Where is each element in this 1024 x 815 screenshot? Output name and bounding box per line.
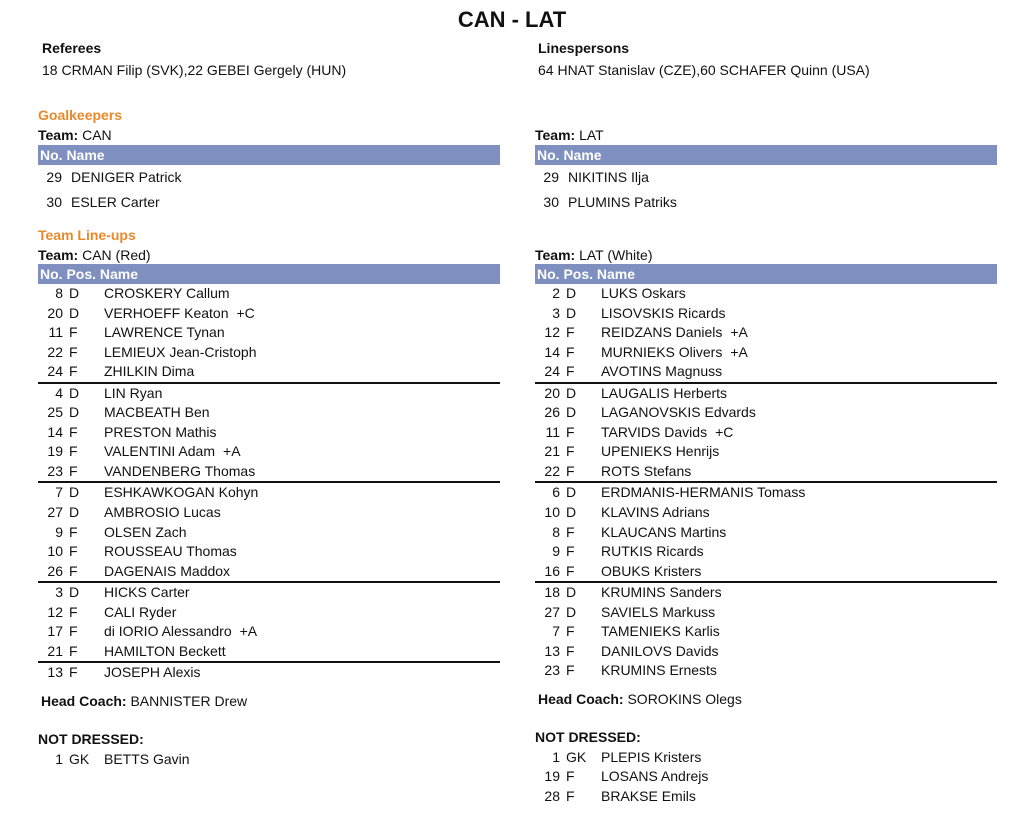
player-name-cell — [104, 663, 200, 683]
player-name: VANDENBERG Thomas — [104, 462, 256, 479]
player-name: di IORIO Alessandro — [104, 623, 232, 640]
player-number: 27 — [544, 603, 560, 620]
away-goalkeepers-section — [535, 126, 997, 215]
player-row — [38, 523, 500, 543]
player-number: 10 — [47, 543, 63, 560]
player-number: 14 — [544, 343, 560, 360]
player-number: 6 — [552, 484, 560, 501]
player-number: 21 — [47, 642, 63, 659]
linespersons-label: Linespersons — [538, 40, 630, 56]
player-position: F — [69, 462, 78, 479]
player-number: 26 — [47, 562, 63, 579]
player-number: 1 — [552, 748, 560, 765]
player-name-cell — [104, 323, 225, 343]
player-name-cell — [104, 423, 217, 443]
player-number: 26 — [544, 404, 560, 421]
player-position: F — [566, 443, 575, 460]
player-row — [38, 562, 500, 582]
player-name-cell — [104, 384, 162, 404]
player-name: MURNIEKS Olivers — [601, 343, 723, 360]
player-number: 3 — [552, 304, 560, 321]
player-position: D — [69, 304, 80, 321]
player-name: LEMIEUX Jean-Cristoph — [104, 343, 257, 360]
player-position: D — [69, 584, 80, 601]
player-position: D — [566, 484, 577, 501]
player-name-cell — [601, 384, 727, 404]
player-row — [38, 542, 500, 562]
player-position: D — [566, 504, 577, 521]
gk-row — [38, 165, 500, 190]
captain-badge: +A — [239, 623, 258, 640]
home-lineup-header: No. Pos. Name — [38, 264, 500, 284]
player-name: ERDMANIS-HERMANIS Tomass — [601, 484, 806, 501]
away-not-dressed-label: NOT DRESSED: — [535, 728, 641, 745]
player-number: 11 — [48, 324, 63, 341]
player-name: ESHKAWKOGAN Kohyn — [104, 484, 259, 501]
referees-list: 18 CRMAN Filip (SVK),22 GEBEI Gergely (HUN) — [42, 62, 347, 78]
player-name-cell — [104, 603, 176, 623]
player-number: 11 — [545, 423, 560, 440]
player-name-cell — [601, 462, 691, 482]
player-number: 16 — [544, 562, 560, 579]
player-name: OLSEN Zach — [104, 523, 187, 540]
player-number: 12 — [47, 603, 63, 620]
player-position: F — [566, 423, 575, 440]
player-number: 22 — [544, 462, 560, 479]
player-name: KRUMINS Sanders — [601, 584, 722, 601]
player-name-cell — [104, 642, 226, 662]
player-name-cell — [104, 362, 194, 382]
player-name: JOSEPH Alexis — [104, 664, 201, 681]
away-team-color: LAT (White) — [579, 247, 653, 263]
player-row — [535, 603, 997, 623]
player-row — [38, 462, 500, 482]
player-name-cell — [601, 642, 718, 662]
player-number: 9 — [55, 523, 63, 540]
player-position: D — [69, 504, 80, 521]
player-position: F — [69, 443, 78, 460]
player-row — [535, 661, 997, 681]
player-number: 23 — [47, 462, 63, 479]
player-name-cell — [104, 483, 258, 503]
player-name: LAGANOVSKIS Edvards — [601, 404, 756, 421]
player-number: 18 — [544, 584, 560, 601]
player-position: F — [566, 543, 575, 560]
player-name-cell — [601, 661, 717, 681]
player-row — [535, 483, 997, 503]
player-name: ROTS Stefans — [601, 462, 692, 479]
player-name-cell — [104, 542, 237, 562]
player-position: F — [69, 543, 78, 560]
player-number: 20 — [544, 384, 560, 401]
player-name: HAMILTON Beckett — [104, 642, 226, 659]
player-name: HICKS Carter — [104, 584, 190, 601]
player-number: 2 — [552, 285, 560, 301]
player-row — [535, 583, 997, 603]
player-row — [38, 403, 500, 423]
player-name-cell — [601, 284, 686, 304]
player-name-cell — [601, 423, 733, 443]
player-number: 22 — [47, 343, 63, 360]
player-row — [535, 462, 997, 482]
player-number: 9 — [552, 543, 560, 560]
away-lineup-team — [535, 246, 997, 264]
player-name: KLAVINS Adrians — [601, 504, 710, 521]
player-number: 24 — [47, 363, 63, 380]
head-coach-label: Head Coach: — [41, 692, 127, 709]
player-name-cell — [601, 542, 704, 562]
player-number: 17 — [47, 623, 63, 640]
captain-badge: +A — [730, 343, 748, 360]
player-number: 27 — [47, 504, 63, 521]
home-lineup-team — [38, 246, 500, 264]
player-row — [38, 663, 500, 683]
player-row — [38, 642, 500, 662]
player-name: LAUGALIS Herberts — [601, 384, 728, 401]
not-dressed-row — [535, 748, 997, 768]
lineups-heading: Team Line-ups — [38, 227, 136, 243]
away-gk-list — [535, 165, 997, 215]
player-row — [38, 423, 500, 443]
not-dressed-row — [535, 787, 997, 807]
player-row — [38, 362, 500, 382]
gk-name: NIKITINS Ilja — [568, 169, 649, 185]
player-row — [38, 284, 500, 304]
player-position: F — [69, 324, 78, 341]
player-position: D — [566, 304, 577, 321]
away-not-dressed-list — [535, 748, 997, 807]
player-name: VALENTINI Adam — [104, 443, 216, 460]
player-row — [38, 323, 500, 343]
player-name-cell — [601, 483, 805, 503]
player-position: D — [69, 384, 80, 401]
player-row — [535, 442, 997, 462]
player-number: 10 — [544, 504, 560, 521]
player-row — [535, 542, 997, 562]
player-name: CALI Ryder — [104, 603, 177, 620]
referees-label: Referees — [42, 40, 102, 56]
player-position: F — [566, 343, 575, 360]
captain-badge: +A — [223, 443, 241, 460]
player-name: TAMENIEKS Karlis — [601, 623, 720, 640]
player-position: F — [566, 523, 575, 540]
player-number: 19 — [47, 443, 63, 460]
player-number: 12 — [544, 324, 560, 341]
player-name: TARVIDS Davids — [601, 423, 708, 440]
gk-row — [535, 190, 997, 215]
player-name-cell — [601, 622, 720, 642]
player-name: DANILOVS Davids — [601, 642, 719, 659]
home-head-coach-name: BANNISTER Drew — [130, 692, 248, 709]
player-name-cell — [601, 523, 726, 543]
gk-row — [38, 190, 500, 215]
player-row — [535, 304, 997, 324]
player-position: F — [566, 363, 575, 380]
player-name-cell — [601, 503, 710, 523]
player-name: ZHILKIN Dima — [104, 363, 195, 380]
home-goalkeepers-section — [38, 126, 500, 215]
player-name-cell — [104, 442, 241, 462]
player-position: F — [566, 623, 575, 640]
player-name: REIDZANS Daniels — [601, 324, 723, 341]
player-position: F — [69, 343, 78, 360]
player-name: LISOVSKIS Ricards — [601, 304, 726, 321]
player-name-cell — [601, 442, 719, 462]
player-name: UPENIEKS Henrijs — [601, 443, 720, 460]
player-name-cell — [104, 284, 230, 304]
player-row — [38, 483, 500, 503]
player-name: AVOTINS Magnuss — [601, 363, 723, 380]
player-name: DAGENAIS Maddox — [104, 562, 231, 579]
player-name-cell — [601, 403, 756, 423]
player-number: 13 — [47, 664, 63, 681]
player-name: BETTS Gavin — [104, 750, 190, 767]
home-gk-header: No. Name — [38, 145, 500, 165]
player-name-cell — [104, 403, 210, 423]
player-position: GK — [566, 748, 587, 765]
player-number: 28 — [544, 787, 560, 804]
player-name-cell — [104, 562, 230, 582]
player-name: OBUKS Kristers — [601, 562, 702, 579]
away-head-coach — [535, 689, 997, 709]
player-position: D — [69, 404, 80, 421]
home-gk-list — [38, 165, 500, 215]
gk-number: 29 — [46, 169, 62, 185]
player-position: F — [69, 523, 78, 540]
player-name: LIN Ryan — [104, 384, 163, 401]
player-name-cell — [601, 603, 715, 623]
player-name: LUKS Oskars — [601, 285, 686, 301]
player-row — [535, 622, 997, 642]
player-position: F — [566, 662, 575, 679]
home-gk-team — [38, 126, 500, 145]
away-team-code: LAT — [579, 127, 604, 143]
player-name-cell — [601, 362, 722, 382]
player-number: 8 — [55, 285, 63, 301]
player-row — [535, 284, 997, 304]
player-position: F — [69, 363, 78, 380]
player-name: PLEPIS Kristers — [601, 748, 702, 765]
player-name-cell — [104, 622, 257, 642]
player-row — [38, 304, 500, 324]
player-position: D — [69, 484, 80, 501]
away-lines — [535, 284, 997, 681]
player-name: PRESTON Mathis — [104, 423, 217, 440]
player-number: 20 — [47, 304, 63, 321]
player-name-cell — [601, 583, 722, 603]
player-name: CROSKERY Callum — [104, 285, 230, 301]
player-position: F — [566, 768, 575, 785]
player-row — [535, 503, 997, 523]
player-name-cell — [104, 343, 257, 363]
player-position: F — [69, 603, 78, 620]
player-row — [535, 642, 997, 662]
player-number: 21 — [544, 443, 560, 460]
team-label: Team: — [535, 247, 576, 263]
player-name-cell — [601, 562, 701, 582]
gk-number: 29 — [543, 169, 559, 185]
player-row — [535, 403, 997, 423]
team-label: Team: — [38, 247, 79, 263]
home-not-dressed-list — [38, 750, 500, 770]
player-name: KLAUCANS Martins — [601, 523, 727, 540]
home-head-coach — [38, 691, 500, 711]
player-name-cell — [104, 304, 255, 324]
goalkeepers-heading: Goalkeepers — [38, 107, 123, 123]
player-position: D — [566, 603, 577, 620]
captain-badge: +C — [236, 304, 255, 321]
player-number: 7 — [55, 484, 63, 501]
player-name: KRUMINS Ernests — [601, 662, 717, 679]
home-team-code: CAN — [82, 127, 112, 143]
player-position: F — [566, 562, 575, 579]
linespersons-list: 64 HNAT Stanislav (CZE),60 SCHAFER Quinn (USA) — [538, 62, 870, 78]
player-number: 3 — [55, 584, 63, 601]
player-number: 19 — [544, 768, 560, 785]
player-name-cell — [104, 583, 190, 603]
player-number: 8 — [552, 523, 560, 540]
player-position: D — [566, 285, 577, 301]
player-position: GK — [69, 750, 90, 767]
player-name: RUTKIS Ricards — [601, 543, 704, 560]
head-coach-label: Head Coach: — [538, 690, 624, 707]
away-lineup-section — [535, 246, 997, 806]
player-position: F — [69, 642, 78, 659]
gk-name: ESLER Carter — [71, 194, 160, 210]
player-number: 4 — [55, 384, 63, 401]
away-gk-team — [535, 126, 997, 145]
not-dressed-row — [535, 767, 997, 787]
player-name: SAVIELS Markuss — [601, 603, 716, 620]
home-lineup-section — [38, 246, 500, 769]
player-number: 23 — [544, 662, 560, 679]
player-name: VERHOEFF Keaton — [104, 304, 229, 321]
player-position: F — [69, 562, 78, 579]
player-name: ROUSSEAU Thomas — [104, 543, 237, 560]
player-position: D — [69, 285, 80, 301]
team-label: Team: — [535, 127, 576, 143]
gk-number: 30 — [46, 194, 62, 210]
captain-badge: +A — [730, 324, 748, 341]
player-position: F — [69, 664, 78, 681]
player-position: D — [566, 584, 577, 601]
player-row — [535, 523, 997, 543]
player-name-cell — [601, 304, 726, 324]
player-number: 13 — [544, 642, 560, 659]
player-name-cell — [601, 323, 748, 343]
player-position: F — [69, 423, 78, 440]
player-number: 7 — [552, 623, 560, 640]
player-row — [38, 503, 500, 523]
home-not-dressed-label: NOT DRESSED: — [38, 730, 144, 747]
player-name: MACBEATH Ben — [104, 404, 210, 421]
captain-badge: +C — [715, 423, 734, 440]
player-row — [535, 323, 997, 343]
player-row — [38, 583, 500, 603]
home-team-color: CAN (Red) — [82, 247, 151, 263]
player-position: F — [566, 324, 575, 341]
player-name-cell — [104, 462, 255, 482]
player-position: F — [566, 462, 575, 479]
gk-number: 30 — [543, 194, 559, 210]
player-name: BRAKSE Emils — [601, 787, 696, 804]
player-name-cell — [104, 503, 221, 523]
player-number: 25 — [47, 404, 63, 421]
player-number: 1 — [55, 750, 63, 767]
player-row — [38, 384, 500, 404]
player-row — [38, 343, 500, 363]
home-lines — [38, 284, 500, 683]
gk-row — [535, 165, 997, 190]
away-head-coach-name: SOROKINS Olegs — [627, 690, 742, 707]
player-row — [38, 622, 500, 642]
player-row — [535, 362, 997, 382]
player-position: F — [566, 787, 575, 804]
player-row — [535, 562, 997, 582]
player-row — [535, 343, 997, 363]
player-name: AMBROSIO Lucas — [104, 504, 221, 521]
player-position: F — [69, 623, 78, 640]
not-dressed-row — [38, 750, 500, 770]
gk-name: PLUMINS Patriks — [568, 194, 677, 210]
player-number: 24 — [544, 363, 560, 380]
player-number: 14 — [47, 423, 63, 440]
player-name-cell — [104, 523, 186, 543]
player-row — [38, 603, 500, 623]
player-name-cell — [601, 343, 748, 363]
gk-name: DENIGER Patrick — [71, 169, 182, 185]
player-position: D — [566, 404, 577, 421]
away-lineup-header: No. Pos. Name — [535, 264, 997, 284]
player-position: F — [566, 642, 575, 659]
player-name: LAWRENCE Tynan — [104, 324, 225, 341]
away-gk-header: No. Name — [535, 145, 997, 165]
team-label: Team: — [38, 127, 79, 143]
page-title: CAN - LAT — [457, 7, 567, 32]
player-position: D — [566, 384, 577, 401]
player-row — [38, 442, 500, 462]
player-name: LOSANS Andrejs — [601, 768, 709, 785]
player-row — [535, 423, 997, 443]
player-row — [535, 384, 997, 404]
